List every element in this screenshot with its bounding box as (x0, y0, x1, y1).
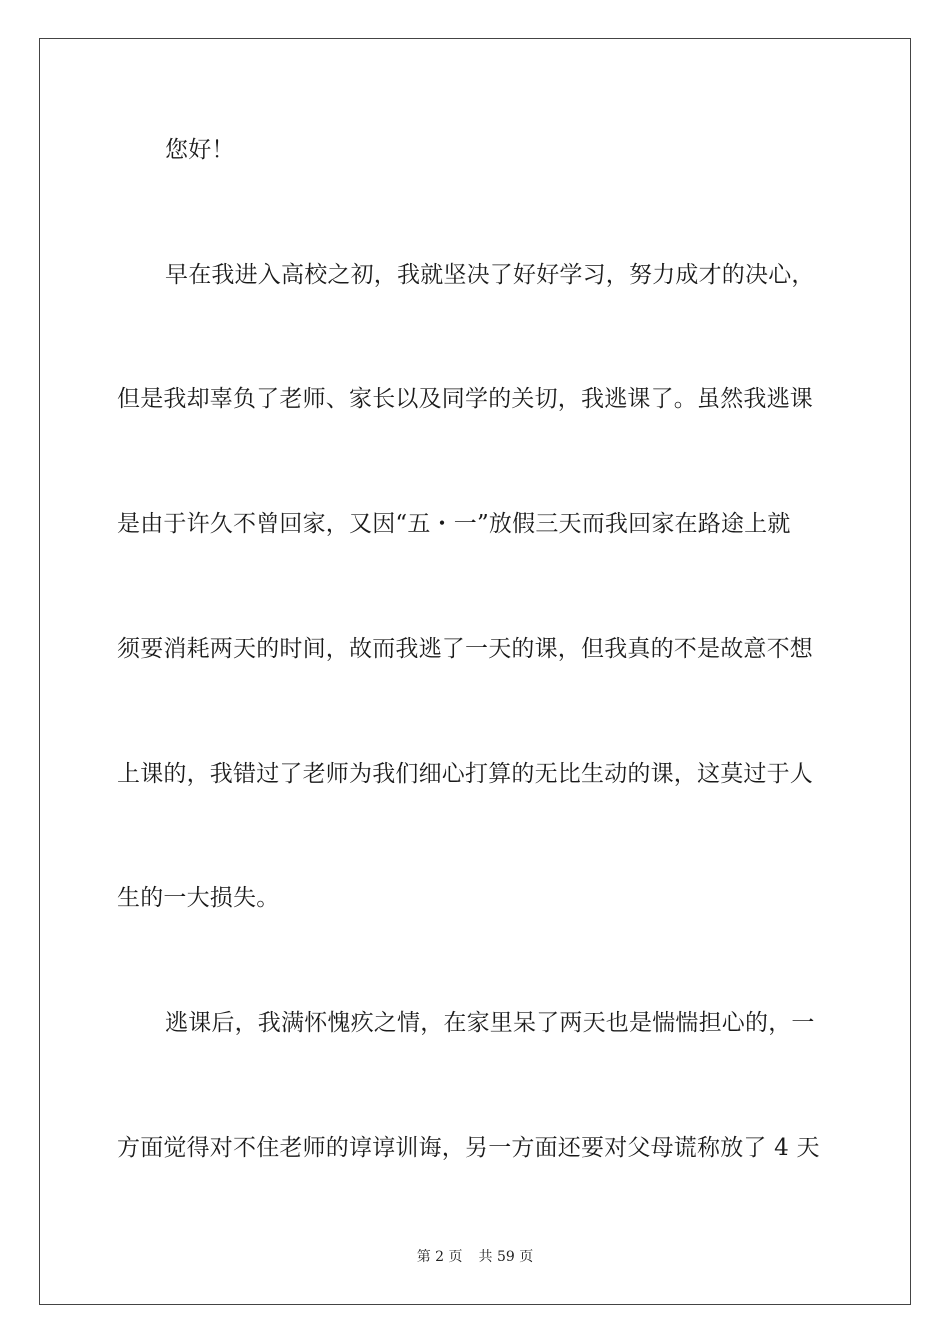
page-footer (0, 1248, 950, 1266)
page-number: 第 2 页 (416, 1249, 463, 1265)
page-border (39, 38, 911, 1305)
paragraph-2-line-2: 方面觉得对不住老师的谆谆训诲，另一方面还要对父母谎称放了 4 天 (117, 1135, 820, 1161)
paragraph-1-line-1: 早在我进入高校之初，我就坚决了好好学习，努力成才的决心， (165, 262, 815, 288)
total-pages: 共 59 页 (478, 1249, 534, 1265)
paragraph-1-line-4: 须要消耗两天的时间，故而我逃了一天的课，但我真的不是故意不想 (117, 636, 813, 662)
paragraph-1-line-6: 生的一大损失。 (117, 885, 280, 911)
paragraph-1-line-2: 但是我却辜负了老师、家长以及同学的关切，我逃课了。虽然我逃课 (117, 386, 813, 412)
paragraph-1-line-3: 是由于许久不曾回家，又因“五・一”放假三天而我回家在路途上就 (117, 511, 791, 537)
greeting-line: 您好！ (165, 137, 235, 163)
paragraph-1-line-5: 上课的，我错过了老师为我们细心打算的无比生动的课，这莫过于人 (117, 761, 813, 787)
paragraph-2-line-1: 逃课后，我满怀愧疚之情，在家里呆了两天也是惴惴担心的，一 (165, 1010, 815, 1036)
